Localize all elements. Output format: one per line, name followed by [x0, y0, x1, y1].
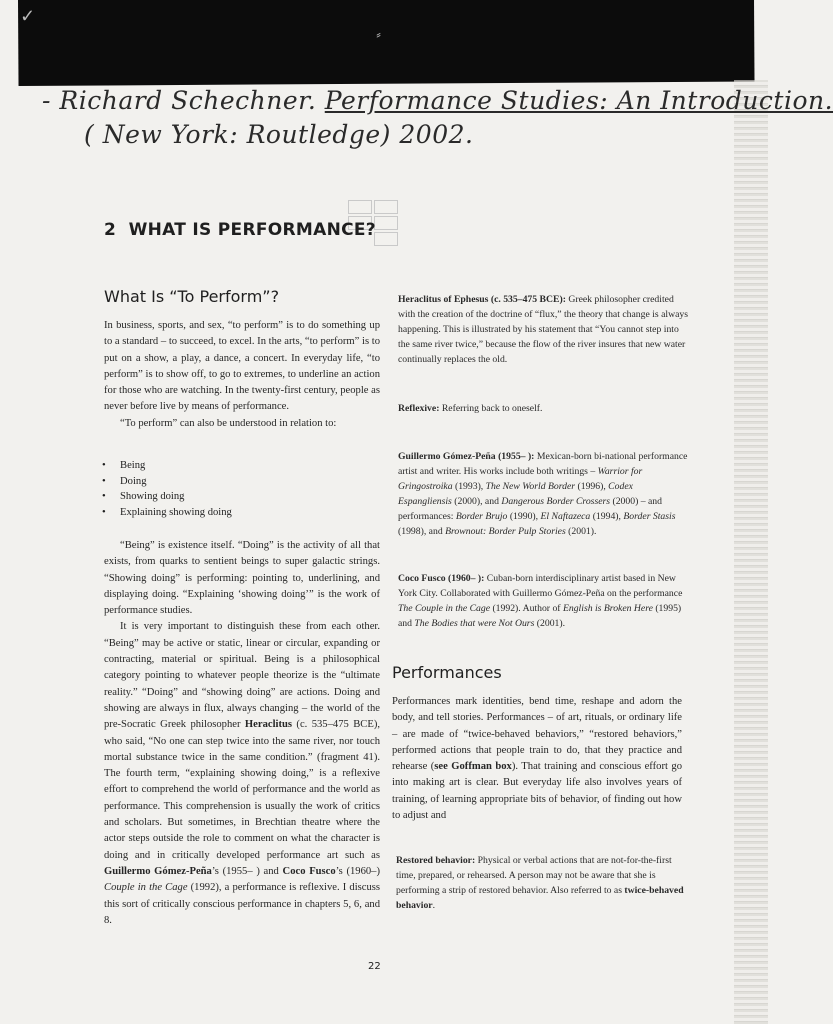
sidebar-definition: Mexican-born bi-national performance artist and writer. His works include both writings –: [398, 451, 688, 477]
work-title: The Couple in the Cage: [398, 603, 491, 614]
list-item: • Explaining showing doing: [102, 505, 232, 521]
chapter-title: [104, 220, 376, 240]
text-run: ). That training and conscious effort go into making art is clear. But everyday life also involves years of training, of learning appropriate bits of behavior, of finding out how to adjust and: [392, 761, 682, 822]
section1-body: [104, 538, 380, 929]
text-run: .: [432, 900, 436, 911]
text-run: ’s (1960–): [335, 865, 380, 877]
section1-intro: [104, 318, 380, 432]
work-title: Dangerous Border Crossers: [501, 496, 611, 507]
bullet-list: [102, 458, 232, 520]
sidebar-term: Coco Fusco (1960– ):: [398, 573, 485, 584]
scan-mark-icon: ⸗: [376, 27, 381, 43]
work-title: The Bodies that were Not Ours: [414, 618, 535, 629]
work-title: Border Brujo: [455, 511, 508, 522]
scan-mark-icon: ✓: [20, 5, 36, 26]
text-run: (1995) and: [398, 603, 682, 629]
work-title: Brownout: Border Pulp Stories: [445, 526, 566, 537]
handwritten-author: - Richard Schechner.: [42, 86, 325, 115]
paragraph: “To perform” can also be understood in relation to:: [120, 417, 337, 429]
name-coco-fusco: Coco Fusco: [282, 865, 336, 877]
text-run: (2001).: [534, 618, 566, 629]
section2-body: [392, 694, 682, 824]
paragraph: In business, sports, and sex, “to perform” is to do something up to a standard – to succeed, to excel. In the arts, “to perform” is to put on a show, a play, a dance, a concert. In everyday life, “to perform” is to show off, to go to extremes, to underline an action for those who are watching. In the twenty-first century, people as never before live by means of performance.: [104, 320, 380, 413]
text-run: (2001).: [565, 526, 597, 537]
work-title: Warrior for Gringostroika: [398, 466, 643, 492]
text-run: It is very important to distinguish these from each other. “Being” may be active or static, linear or circular, expanding or contracting, material or spiritual. Being is a philosophical category pointing to whatever people theorize is the “ultimate reality.” “Doing” and “showing doing” are actions. Doing and showing are always in flux, always changing – the world of the pre-Socratic Greek philosopher: [104, 621, 380, 731]
text-run: (1990),: [507, 511, 541, 522]
text-run: (1996),: [575, 481, 609, 492]
scan-edge: [734, 80, 768, 1024]
list-item: • Being: [102, 458, 232, 474]
work-title: Border Stasis: [623, 511, 676, 522]
handwritten-citation-line1: [42, 86, 833, 115]
text-run: (1994),: [590, 511, 624, 522]
paragraph: [104, 619, 380, 929]
handwritten-citation-line2: ( New York: Routledge) 2002.: [84, 120, 474, 149]
sidebar-term: Reflexive:: [398, 403, 440, 414]
text-run: Performances mark identities, bend time, reshape and adorn the body, and tell stories. Performances – of art, rituals, or ordinary life – are made of “twice-behaved behaviors,” “restored behaviors,” performed actions that people train to do, that they practice and rehearse (: [392, 696, 682, 773]
text-run: (1992). Author of: [490, 603, 563, 614]
work-title: El Naftazeca: [540, 511, 591, 522]
text-run: (1992), a performance is reflexive. I discuss this sort of critically conscious performance in chapters 5, 6, and 8.: [104, 882, 381, 926]
text-run: ’s (1955– ) and: [211, 865, 283, 877]
name-heraclitus: Heraclitus: [244, 719, 292, 731]
sidebar-gomez-pena: [398, 449, 688, 539]
sidebar-reflexive: [398, 401, 688, 416]
list-item: • Doing: [102, 474, 232, 490]
sidebar-definition: Physical or verbal actions that are not-for-the-first time, prepared, or rehearsed. A person may not be aware that she is performing a strip of restored behavior. Also referred to as: [396, 855, 672, 896]
text-run: (1993),: [452, 481, 486, 492]
sidebar-heraclitus: [398, 292, 688, 367]
text-run: (2000), and: [451, 496, 502, 507]
text-run: (2000) – and performances:: [398, 496, 662, 522]
section-heading-to-perform: What Is “To Perform”?: [104, 287, 280, 306]
chapter-number: 2: [104, 220, 117, 240]
work-title: Codex Espangliensis: [398, 481, 633, 507]
page-number: 22: [368, 961, 381, 972]
text-run: (c. 535–475 BCE), who said, “No one can step twice into the same river, nor touch mortal substance twice in the same condition.” (fragment 41). The fourth term, “explaining showing doing,” is a reflexive effort to comprehend the world of performance and the world as performance. This comprehension is usually the work of critics and scholars. But sometimes, in Brechtian theatre where the actor steps outside the role to comment on what the character is doing and in critically developed performance art such as: [104, 719, 380, 861]
paragraph: “Being” is existence itself. “Doing” is the activity of all that exists, from quarks to sentient beings to super galactic strings. “Showing doing” is performing: pointing to, underlining, and displaying doing. “Explaining ‘showing doing’” is the work of performance studies.: [104, 540, 380, 617]
chapter-title-text: WHAT IS PERFORMANCE?: [128, 220, 376, 240]
scan-black-bar: [18, 0, 755, 86]
work-title: The New World Border: [485, 481, 576, 492]
sidebar-definition: Cuban-born interdisciplinary artist based in New York City. Collaborated with Guillermo Gómez-Peña on the performance: [398, 573, 683, 599]
work-title: English is Broken Here: [562, 603, 653, 614]
sidebar-term: twice-behaved behavior: [396, 885, 684, 911]
text-run: (1998), and: [398, 526, 446, 537]
sidebar-term: Guillermo Gómez-Peña (1955– ):: [398, 451, 535, 462]
cross-reference: see Goffman box: [434, 761, 512, 773]
sidebar-restored-behavior: [396, 853, 686, 913]
sidebar-coco-fusco: [398, 571, 688, 631]
sidebar-term: Heraclitus of Ephesus (c. 535–475 BCE):: [398, 294, 566, 305]
sidebar-term: Restored behavior:: [396, 855, 476, 866]
section-heading-performances: Performances: [392, 663, 502, 682]
name-gomez-pena: Guillermo Gómez-Peña: [104, 865, 212, 877]
work-title: Couple in the Cage: [104, 882, 188, 894]
sidebar-definition: Greek philosopher credited with the creation of the doctrine of “flux,” the theory that change is always happening. This is illustrated by his statement that “You cannot step into the same river twice,” because the flow of the river insures that new water continually replaces the old.: [398, 294, 688, 365]
sidebar-definition: Referring back to oneself.: [439, 403, 543, 414]
handwritten-title: Performance Studies: An Introduction.: [324, 86, 833, 115]
list-item: • Showing doing: [102, 489, 232, 505]
paragraph: [392, 694, 682, 824]
